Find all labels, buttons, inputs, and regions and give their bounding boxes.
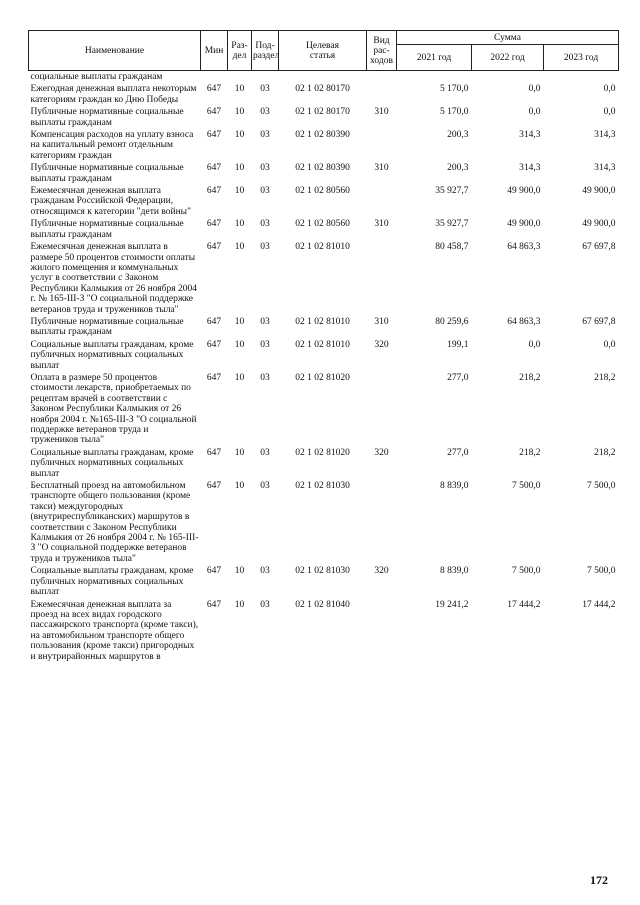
header-razdel: Раз- дел [228,31,252,71]
row-sum-2021: 199,1 [447,339,469,350]
row-sum-2021: 19 241,2 [435,599,469,610]
row-sum-2022: 218,2 [519,447,541,458]
row-ministry: 647 [206,242,222,253]
header-name: Наименование [29,31,201,71]
row-name: Социальные выплаты гражданам, кроме публичных нормативных социальных выплат [30,339,194,371]
row-vid-rashodov: 310 [374,316,389,327]
row-celevaya-statya: 02 1 02 80560 [295,186,350,197]
row-name: Публичные нормативные социальные выплаты гражданам [30,163,184,184]
row-name: Ежемесячная денежная выплата за проезд на всех видах городского пассажирского транспорта (кроме такси), на автомобильном транспорте общего пользования (кроме такси) пригородных и внутрирайонных маршрутов в [30,599,199,662]
row-name: Публичные нормативные социальные выплаты гражданам [30,219,184,240]
row-vid-rashodov [367,185,397,218]
row-sum-2021: 5 170,0 [440,84,469,95]
row-razdel: 10 [234,130,245,141]
row-name: Оплата в размере 50 процентов стоимости лекарств, приобретаемых по рецептам врачей в соответствии с Законом Республики Калмыкия от 26 ноября 2004 г. №165-III-З "О социальной поддержке ветеранов труда и тружеников тыла" [30,372,197,446]
table-row [29,480,619,565]
row-podrazdel: 03 [260,599,270,610]
row-vid-rashodov [367,241,397,316]
row-ministry: 647 [206,84,222,95]
header-2023: 2023 год [544,45,619,71]
row-name: социальные выплаты гражданам [30,72,163,82]
row-celevaya-statya: 02 1 02 81020 [295,372,350,383]
row-celevaya-statya: 02 1 02 80390 [295,163,350,174]
row-razdel: 10 [234,316,245,327]
row-razdel: 10 [234,242,245,253]
row-sum-2022: 218,2 [519,372,541,383]
row-podrazdel: 03 [260,219,270,230]
header-celevaya-statya: Целевая статья [279,31,367,71]
row-ministry: 647 [206,481,222,492]
header-podrazdel: Под- раздел [252,31,279,71]
table-row [29,565,619,598]
row-sum-2023: 314,3 [594,163,616,174]
row-podrazdel: 03 [260,566,270,577]
row-ministry: 647 [206,107,222,118]
row-sum-2022: 64 863,3 [507,242,541,253]
row-sum-2022: 64 863,3 [507,316,541,327]
row-sum-2022: 49 900,0 [507,186,541,197]
table-row [29,71,619,84]
row-celevaya-statya: 02 1 02 81010 [295,316,350,327]
row-ministry: 647 [206,219,222,230]
row-sum-2021: 8 839,0 [440,481,469,492]
table-row [29,316,619,339]
row-sum-2022: 7 500,0 [512,481,541,492]
row-podrazdel: 03 [260,316,270,327]
row-ministry: 647 [206,339,222,350]
row-celevaya-statya: 02 1 02 80170 [295,107,350,118]
row-celevaya-statya [279,71,367,84]
row-name: Публичные нормативные социальные выплаты гражданам [30,316,184,338]
row-name: Социальные выплаты гражданам, кроме публичных нормативных социальных выплат [30,566,194,598]
row-sum-2023 [544,71,619,84]
row-celevaya-statya: 02 1 02 81040 [295,599,350,610]
row-vid-rashodov: 310 [374,107,389,118]
row-sum-2023: 67 697,8 [582,316,616,327]
row-sum-2021: 200,3 [447,163,469,174]
row-name: Публичные нормативные социальные выплаты гражданам [30,107,184,128]
row-podrazdel: 03 [260,242,270,253]
row-name: Ежемесячная денежная выплата в размере 50 процентов стоимости оплаты жилого помещения и коммунальных услуг в соответствии с Законом Республики Калмыкия от 26 ноября 2004 г. № 165-III-З "О социальной поддержке ветеранов труда и тружеников тыла" [30,242,198,315]
row-vid-rashodov [367,71,397,84]
budget-table [28,30,619,663]
row-podrazdel: 03 [260,107,270,118]
row-ministry: 647 [206,186,222,197]
row-podrazdel: 03 [260,163,270,174]
row-razdel [228,71,252,84]
row-razdel: 10 [234,219,245,230]
table-row [29,129,619,162]
table-body [29,71,619,663]
row-podrazdel: 03 [260,372,270,383]
row-razdel: 10 [234,107,245,118]
row-sum-2023: 0,0 [603,84,616,95]
row-vid-rashodov: 320 [374,339,389,350]
row-razdel: 10 [234,566,245,577]
row-razdel: 10 [234,84,245,95]
row-sum-2023: 17 444,2 [582,599,616,610]
row-sum-2021: 200,3 [447,130,469,141]
row-razdel: 10 [234,447,245,458]
row-razdel: 10 [234,339,245,350]
page-number: 172 [590,873,608,887]
row-podrazdel: 03 [260,339,270,350]
row-ministry: 647 [206,566,222,577]
row-podrazdel: 03 [260,481,270,492]
row-sum-2021: 277,0 [447,447,469,458]
table-row [29,185,619,218]
row-sum-2021: 277,0 [447,372,469,383]
row-sum-2021: 35 927,7 [435,186,469,197]
row-vid-rashodov [367,480,397,565]
row-vid-rashodov: 320 [374,566,389,577]
row-sum-2021: 8 839,0 [440,566,469,577]
row-podrazdel [252,71,279,84]
row-ministry: 647 [206,130,222,141]
row-celevaya-statya: 02 1 02 81010 [295,339,350,350]
row-sum-2023: 0,0 [603,339,616,350]
row-ministry: 647 [206,163,222,174]
header-2021: 2021 год [397,45,472,71]
row-name: Компенсация расходов на уплату взноса на капитальный ремонт отдельным категориям граждан [30,130,194,161]
header-2022: 2022 год [472,45,544,71]
row-sum-2023: 0,0 [603,107,616,118]
row-sum-2021: 80 458,7 [435,242,469,253]
row-sum-2023: 67 697,8 [582,242,616,253]
row-sum-2022: 17 444,2 [507,599,541,610]
row-vid-rashodov [367,83,397,106]
header-min: Мин [201,31,228,71]
row-podrazdel: 03 [260,130,270,141]
row-ministry: 647 [206,316,222,327]
table-row [29,218,619,241]
row-sum-2021: 35 927,7 [435,219,469,230]
table-row [29,162,619,185]
row-name: Социальные выплаты гражданам, кроме публичных нормативных социальных выплат [30,447,194,479]
row-name: Бесплатный проезд на автомобильном транспорте общего пользования (кроме такси) междугородных (внутриреспубликанских) маршрутов в соответствии с Законом Республики Калмыкия от 26 ноября 2004 г. № 165-III-З "О социальной поддержке ветеранов труда и тружеников тыла" [30,481,199,564]
table-row [29,83,619,106]
row-vid-rashodov: 320 [374,447,389,458]
table-row [29,339,619,372]
row-celevaya-statya: 02 1 02 80560 [295,219,350,230]
budget-table-container [28,30,618,663]
row-ministry: 647 [206,599,222,610]
row-vid-rashodov: 310 [374,219,389,230]
row-vid-rashodov [367,599,397,663]
row-vid-rashodov [367,129,397,162]
row-razdel: 10 [234,186,245,197]
row-vid-rashodov [367,372,397,447]
row-ministry: 647 [206,372,222,383]
header-summa: Сумма [397,31,619,45]
row-sum-2022: 49 900,0 [507,219,541,230]
header-vid-rashodov: Вид рас- ходов [367,31,397,71]
row-celevaya-statya: 02 1 02 81010 [295,242,350,253]
row-sum-2023: 314,3 [594,130,616,141]
row-podrazdel: 03 [260,84,270,95]
row-podrazdel: 03 [260,186,270,197]
row-sum-2022: 0,0 [528,339,541,350]
row-sum-2023: 7 500,0 [587,566,616,577]
row-sum-2023: 218,2 [594,372,616,383]
table-row [29,241,619,316]
row-celevaya-statya: 02 1 02 80170 [295,84,350,95]
row-razdel: 10 [234,163,245,174]
row-sum-2023: 49 900,0 [582,186,616,197]
row-razdel: 10 [234,372,245,383]
row-sum-2022 [472,71,544,84]
table-row [29,372,619,447]
row-celevaya-statya: 02 1 02 80390 [295,130,350,141]
row-sum-2021: 80 259,6 [435,316,469,327]
row-podrazdel: 03 [260,447,270,458]
row-sum-2021: 5 170,0 [440,107,469,118]
row-sum-2021 [397,71,472,84]
table-row [29,599,619,663]
row-name: Ежемесячная денежная выплата гражданам Российской Федерации, относящимся к категории "дети войны" [30,186,191,217]
row-celevaya-statya: 02 1 02 81020 [295,447,350,458]
row-vid-rashodov: 310 [374,163,389,174]
row-sum-2022: 0,0 [528,107,541,118]
row-sum-2022: 7 500,0 [512,566,541,577]
row-sum-2023: 218,2 [594,447,616,458]
row-celevaya-statya: 02 1 02 81030 [295,481,350,492]
row-sum-2022: 314,3 [519,130,541,141]
table-header [29,31,619,71]
table-row [29,106,619,129]
row-sum-2022: 0,0 [528,84,541,95]
row-celevaya-statya: 02 1 02 81030 [295,566,350,577]
row-sum-2022: 314,3 [519,163,541,174]
row-sum-2023: 7 500,0 [587,481,616,492]
table-row [29,447,619,480]
row-ministry: 647 [206,447,222,458]
row-razdel: 10 [234,481,245,492]
row-sum-2023: 49 900,0 [582,219,616,230]
row-ministry [201,71,228,84]
row-name: Ежегодная денежная выплата некоторым категориям граждан ко Дню Победы [30,84,197,105]
row-razdel: 10 [234,599,245,610]
